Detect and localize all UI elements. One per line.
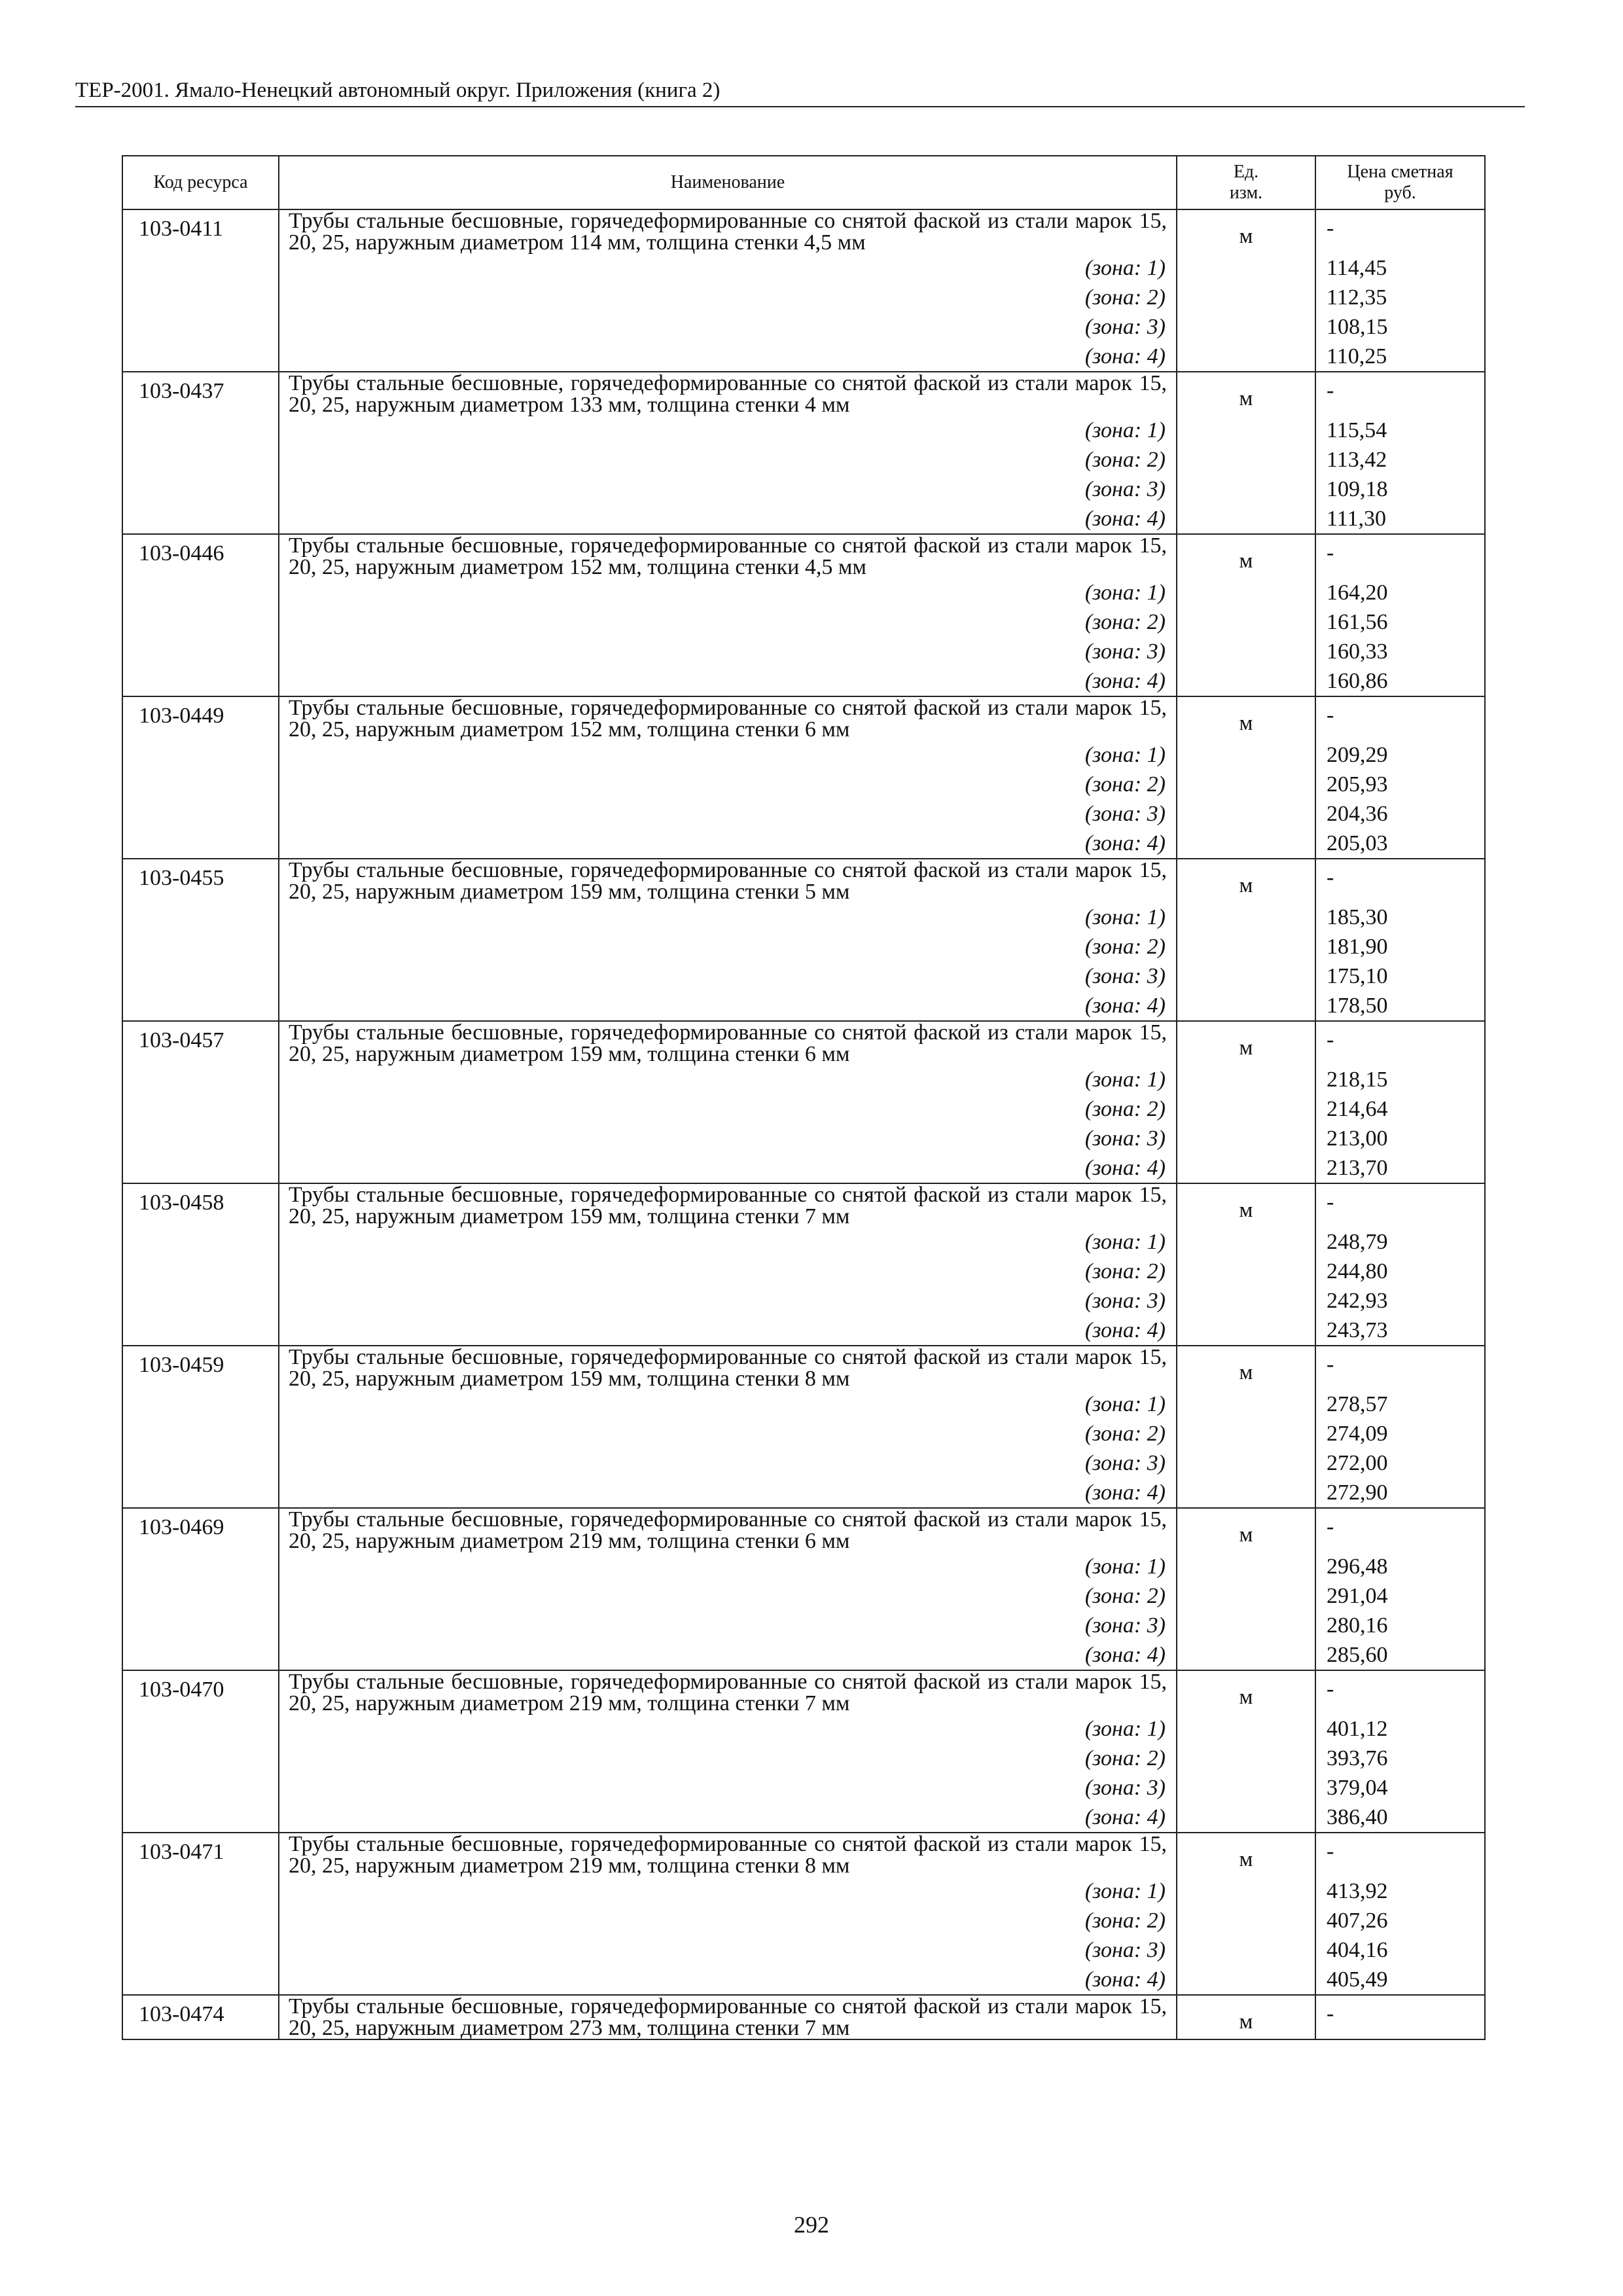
resource-unit: м	[1177, 1183, 1315, 1346]
resource-base-price: -	[1327, 1515, 1334, 1539]
zone-price: 285,60	[1327, 1643, 1388, 1667]
resource-price-cell	[1315, 534, 1485, 696]
resource-code: 103-0458	[122, 1183, 279, 1346]
zone-price: 214,64	[1327, 1097, 1388, 1121]
zone-price: 213,70	[1327, 1156, 1388, 1180]
zone-price: 242,93	[1327, 1289, 1388, 1313]
resource-name-cell	[279, 1183, 1177, 1346]
document-title: ТЕР-2001. Ямало-Ненецкий автономный округ. Приложения (книга 2)	[75, 79, 721, 102]
zone-price: 108,15	[1327, 315, 1388, 339]
zone-price: 109,18	[1327, 477, 1388, 501]
resource-price-cell	[1315, 1508, 1485, 1670]
resource-unit: м	[1177, 1670, 1315, 1833]
zone-price: 272,90	[1327, 1480, 1388, 1505]
zone-label: (зона: 1)	[1084, 256, 1166, 280]
zone-label: (зона: 1)	[1084, 1230, 1166, 1254]
resource-name-cell	[279, 859, 1177, 1021]
zone-price: 386,40	[1327, 1805, 1388, 1829]
column-header-code: Код ресурса	[122, 156, 279, 209]
zone-label: (зона: 4)	[1084, 994, 1166, 1018]
resource-base-price: -	[1327, 2001, 1334, 2026]
zone-price: 379,04	[1327, 1776, 1388, 1800]
zone-label: (зона: 2)	[1084, 1259, 1166, 1283]
resource-price-cell	[1315, 1021, 1485, 1183]
zone-label: (зона: 1)	[1084, 1067, 1166, 1092]
resource-name-cell	[279, 1995, 1177, 2039]
zone-price: 112,35	[1327, 285, 1387, 310]
resource-code: 103-0471	[122, 1833, 279, 1995]
zone-price: 401,12	[1327, 1717, 1388, 1741]
zone-label: (зона: 3)	[1084, 639, 1166, 664]
resource-code: 103-0449	[122, 696, 279, 859]
zone-label: (зона: 1)	[1084, 905, 1166, 929]
zone-label: (зона: 4)	[1084, 507, 1166, 531]
table-header-row	[122, 156, 1485, 209]
resource-name-cell	[279, 1833, 1177, 1995]
table-row	[122, 372, 1485, 534]
resource-name-cell	[279, 1021, 1177, 1183]
zone-price: 205,93	[1327, 772, 1388, 797]
column-header-unit-line1: Ед.	[1233, 162, 1259, 182]
resource-name: Трубы стальные бесшовные, горячедеформированные со снятой фаской из стали марок 15, 20, 25, наружным диаметром 152 мм, толщина стенки 6 мм	[289, 696, 1167, 742]
zone-price: 291,04	[1327, 1584, 1388, 1608]
resource-base-price: -	[1327, 378, 1334, 403]
resource-name-cell	[279, 534, 1177, 696]
zone-price: 160,86	[1327, 669, 1388, 693]
zone-label: (зона: 3)	[1084, 1126, 1166, 1151]
zone-label: (зона: 2)	[1084, 1909, 1166, 1933]
zone-price: 296,48	[1327, 1554, 1388, 1579]
zone-price: 113,42	[1327, 448, 1387, 472]
zone-label: (зона: 4)	[1084, 344, 1166, 368]
zone-price: 407,26	[1327, 1909, 1388, 1933]
table-row	[122, 1833, 1485, 1995]
resource-base-price: -	[1327, 703, 1334, 727]
resource-name-cell	[279, 696, 1177, 859]
zone-label: (зона: 2)	[1084, 285, 1166, 310]
zone-price: 405,49	[1327, 1967, 1388, 1992]
zone-label: (зона: 3)	[1084, 1289, 1166, 1313]
resource-unit: м	[1177, 1833, 1315, 1995]
resource-name: Трубы стальные бесшовные, горячедеформированные со снятой фаской из стали марок 15, 20, 25, наружным диаметром 159 мм, толщина стенки 8 мм	[289, 1345, 1167, 1391]
table-row	[122, 1346, 1485, 1508]
resource-code: 103-0455	[122, 859, 279, 1021]
resource-code: 103-0437	[122, 372, 279, 534]
resource-price-cell	[1315, 209, 1485, 372]
zone-price: 114,45	[1327, 256, 1387, 280]
resource-name-cell	[279, 1670, 1177, 1833]
table-body	[122, 209, 1485, 2039]
zone-label: (зона: 4)	[1084, 1156, 1166, 1180]
resource-code: 103-0459	[122, 1346, 279, 1508]
zone-label: (зона: 1)	[1084, 1879, 1166, 1903]
table-row	[122, 1670, 1485, 1833]
zone-price: 161,56	[1327, 610, 1388, 634]
zone-price: 274,09	[1327, 1422, 1388, 1446]
zone-price: 164,20	[1327, 581, 1388, 605]
zone-label: (зона: 1)	[1084, 1392, 1166, 1416]
zone-label: (зона: 2)	[1084, 610, 1166, 634]
resource-name: Трубы стальные бесшовные, горячедеформированные со снятой фаской из стали марок 15, 20, 25, наружным диаметром 219 мм, толщина стенки 8 мм	[289, 1832, 1167, 1878]
zone-label: (зона: 4)	[1084, 1643, 1166, 1667]
zone-price: 213,00	[1327, 1126, 1388, 1151]
table-row	[122, 859, 1485, 1021]
zone-price: 404,16	[1327, 1938, 1388, 1962]
zone-label: (зона: 3)	[1084, 964, 1166, 988]
zone-label: (зона: 3)	[1084, 802, 1166, 826]
resource-name-cell	[279, 209, 1177, 372]
zone-label: (зона: 1)	[1084, 1717, 1166, 1741]
zone-label: (зона: 3)	[1084, 477, 1166, 501]
zone-label: (зона: 2)	[1084, 935, 1166, 959]
zone-label: (зона: 3)	[1084, 315, 1166, 339]
zone-price: 243,73	[1327, 1318, 1388, 1342]
resource-base-price: -	[1327, 1190, 1334, 1214]
resource-price-cell	[1315, 1995, 1485, 2039]
resource-code: 103-0469	[122, 1508, 279, 1670]
zone-price: 205,03	[1327, 831, 1388, 855]
column-header-price-line2: руб.	[1384, 183, 1416, 203]
resource-base-price: -	[1327, 1677, 1334, 1701]
resource-code: 103-0446	[122, 534, 279, 696]
zone-label: (зона: 3)	[1084, 1451, 1166, 1475]
zone-label: (зона: 2)	[1084, 1584, 1166, 1608]
table-row	[122, 1995, 1485, 2039]
table-row	[122, 534, 1485, 696]
resource-base-price: -	[1327, 1352, 1334, 1376]
resource-price-cell	[1315, 1670, 1485, 1833]
zone-label: (зона: 4)	[1084, 669, 1166, 693]
resource-name-cell	[279, 372, 1177, 534]
zone-price: 272,00	[1327, 1451, 1388, 1475]
zone-label: (зона: 2)	[1084, 1422, 1166, 1446]
table-row	[122, 1183, 1485, 1346]
resource-name: Трубы стальные бесшовные, горячедеформированные со снятой фаской из стали марок 15, 20, 25, наружным диаметром 219 мм, толщина стенки 7 мм	[289, 1670, 1167, 1715]
resource-code: 103-0470	[122, 1670, 279, 1833]
price-table	[122, 155, 1486, 2040]
zone-price: 204,36	[1327, 802, 1388, 826]
page-header	[75, 77, 1525, 107]
resource-name: Трубы стальные бесшовные, горячедеформированные со снятой фаской из стали марок 15, 20, 25, наружным диаметром 133 мм, толщина стенки 4 мм	[289, 371, 1167, 417]
resource-name-cell	[279, 1508, 1177, 1670]
resource-name: Трубы стальные бесшовные, горячедеформированные со снятой фаской из стали марок 15, 20, 25, наружным диаметром 114 мм, толщина стенки 4,5 мм	[289, 209, 1167, 255]
zone-label: (зона: 4)	[1084, 831, 1166, 855]
zone-price: 185,30	[1327, 905, 1388, 929]
resource-base-price: -	[1327, 541, 1334, 565]
zone-label: (зона: 3)	[1084, 1938, 1166, 1962]
zone-price: 209,29	[1327, 743, 1388, 767]
resource-unit: м	[1177, 696, 1315, 859]
zone-price: 111,30	[1327, 507, 1386, 531]
zone-price: 413,92	[1327, 1879, 1388, 1903]
zone-price: 218,15	[1327, 1067, 1388, 1092]
resource-code: 103-0474	[122, 1995, 279, 2039]
table-row	[122, 1021, 1485, 1183]
table-row	[122, 209, 1485, 372]
column-header-name: Наименование	[279, 156, 1177, 209]
table-row	[122, 696, 1485, 859]
resource-base-price: -	[1327, 1028, 1334, 1052]
resource-unit: м	[1177, 1508, 1315, 1670]
zone-price: 280,16	[1327, 1613, 1388, 1638]
zone-label: (зона: 1)	[1084, 1554, 1166, 1579]
column-header-unit-line2: изм.	[1229, 183, 1263, 203]
zone-price: 160,33	[1327, 639, 1388, 664]
resource-unit: м	[1177, 1995, 1315, 2039]
zone-price: 244,80	[1327, 1259, 1388, 1283]
resource-name: Трубы стальные бесшовные, горячедеформированные со снятой фаской из стали марок 15, 20, 25, наружным диаметром 152 мм, толщина стенки 4,5 мм	[289, 533, 1167, 579]
resource-unit: м	[1177, 1346, 1315, 1508]
resource-price-cell	[1315, 859, 1485, 1021]
zone-price: 248,79	[1327, 1230, 1388, 1254]
zone-label: (зона: 3)	[1084, 1776, 1166, 1800]
zone-label: (зона: 1)	[1084, 743, 1166, 767]
resource-code: 103-0457	[122, 1021, 279, 1183]
resource-name: Трубы стальные бесшовные, горячедеформированные со снятой фаской из стали марок 15, 20, 25, наружным диаметром 273 мм, толщина стенки 7 мм	[289, 1994, 1167, 2040]
resource-base-price: -	[1327, 216, 1334, 240]
zone-label: (зона: 1)	[1084, 418, 1166, 442]
zone-price: 175,10	[1327, 964, 1388, 988]
zone-price: 278,57	[1327, 1392, 1388, 1416]
zone-label: (зона: 1)	[1084, 581, 1166, 605]
resource-unit: м	[1177, 1021, 1315, 1183]
resource-unit: м	[1177, 372, 1315, 534]
zone-label: (зона: 2)	[1084, 772, 1166, 797]
column-header-price-line1: Цена сметная	[1347, 162, 1454, 182]
zone-price: 181,90	[1327, 935, 1388, 959]
resource-price-cell	[1315, 696, 1485, 859]
zone-label: (зона: 2)	[1084, 1746, 1166, 1770]
zone-label: (зона: 2)	[1084, 448, 1166, 472]
resource-price-cell	[1315, 372, 1485, 534]
page-number: 292	[794, 2212, 829, 2238]
resource-name-cell	[279, 1346, 1177, 1508]
column-header-unit	[1177, 156, 1315, 209]
zone-label: (зона: 4)	[1084, 1967, 1166, 1992]
resource-price-cell	[1315, 1833, 1485, 1995]
zone-price: 110,25	[1327, 344, 1387, 368]
resource-unit: м	[1177, 859, 1315, 1021]
resource-name: Трубы стальные бесшовные, горячедеформированные со снятой фаской из стали марок 15, 20, 25, наружным диаметром 219 мм, толщина стенки 6 мм	[289, 1507, 1167, 1553]
zone-label: (зона: 4)	[1084, 1318, 1166, 1342]
table-row	[122, 1508, 1485, 1670]
resource-price-cell	[1315, 1183, 1485, 1346]
zone-label: (зона: 4)	[1084, 1480, 1166, 1505]
zone-price: 178,50	[1327, 994, 1388, 1018]
resource-base-price: -	[1327, 1839, 1334, 1863]
resource-price-cell	[1315, 1346, 1485, 1508]
resource-name: Трубы стальные бесшовные, горячедеформированные со снятой фаской из стали марок 15, 20, 25, наружным диаметром 159 мм, толщина стенки 5 мм	[289, 858, 1167, 904]
resource-unit: м	[1177, 534, 1315, 696]
resource-unit: м	[1177, 209, 1315, 372]
zone-label: (зона: 2)	[1084, 1097, 1166, 1121]
resource-base-price: -	[1327, 865, 1334, 889]
resource-name: Трубы стальные бесшовные, горячедеформированные со снятой фаской из стали марок 15, 20, 25, наружным диаметром 159 мм, толщина стенки 7 мм	[289, 1183, 1167, 1229]
zone-label: (зона: 4)	[1084, 1805, 1166, 1829]
resource-name: Трубы стальные бесшовные, горячедеформированные со снятой фаской из стали марок 15, 20, 25, наружным диаметром 159 мм, толщина стенки 6 мм	[289, 1020, 1167, 1066]
zone-price: 115,54	[1327, 418, 1387, 442]
zone-label: (зона: 3)	[1084, 1613, 1166, 1638]
resource-code: 103-0411	[122, 209, 279, 372]
zone-price: 393,76	[1327, 1746, 1388, 1770]
column-header-price	[1315, 156, 1485, 209]
